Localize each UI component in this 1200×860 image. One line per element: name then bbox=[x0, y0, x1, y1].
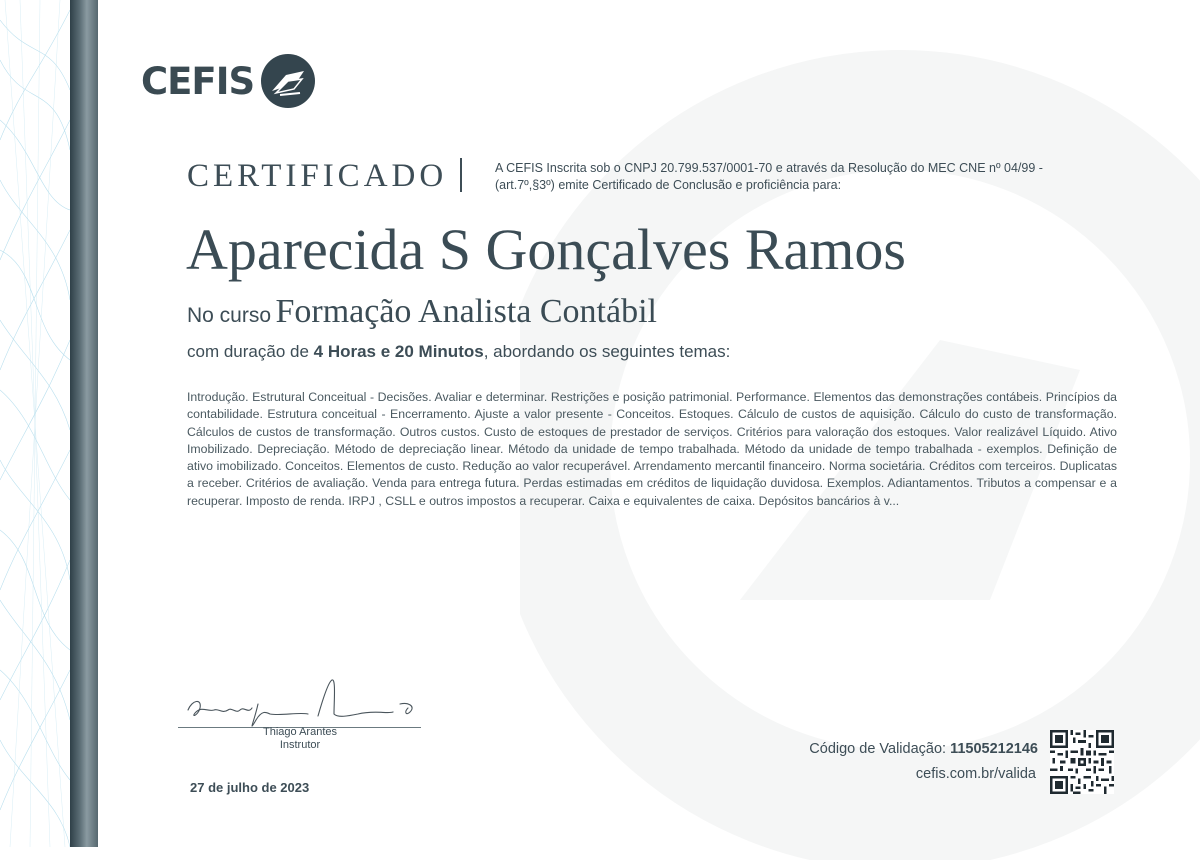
decorative-line-pattern bbox=[0, 0, 70, 847]
course-line bbox=[187, 290, 657, 340]
recipient-name: Aparecida S Gonçalves Ramos bbox=[186, 217, 906, 282]
certificate-title: CERTIFICADO bbox=[187, 158, 448, 194]
duration-prefix: com duração de bbox=[187, 342, 309, 361]
instructor-name: Thiago Arantes bbox=[263, 726, 337, 738]
issue-date: 27 de julho de 2023 bbox=[190, 780, 310, 795]
instructor-role: Instrutor bbox=[279, 739, 321, 751]
duration-value: 4 Horas e 20 Minutos bbox=[313, 342, 484, 361]
duration-line bbox=[187, 340, 730, 364]
title-divider bbox=[460, 158, 462, 192]
course-topics: Introdução. Estrutural Conceitual - Decisões. Avaliar e determinar. Restrições e posição patrimonial. Performance. Elementos das demonstrações contábeis. Princípios da contabilidade. Estrutura conceitual - Encerramento. Ajuste a valor presente - Conceitos. Estoques. Cálculo de custos de aquisição. Cálculo do custo de transformação. Cálculos de custos de transformação. Outros custos. Custo de estoques de prestador de serviços. Critérios para valoração dos estoques. Valor realizável Líquido. Ativo Imobilizado. Depreciação. Método de depreciação linear. Método da unidade de tempo trabalhada. Método da unidade de tempo trabalhada - exemplos. Definição de ativo imobilizado. Conceitos. Elementos de custo. Redução ao valor recuperável. Arrendamento mercantil financeiro. Norma societária. Créditos com terceiros. Duplicatas a receber. Critérios de avaliação. Venda para entrega futura. Perdas estimadas em créditos de liquidação duvidosa. Exemplos. Adiantamentos. Tributos a compensar e a recuperar. Imposto de renda. IRPJ , CSLL e outros impostos a recuperar. Caixa e equivalentes de caixa. Depósitos bancários à v... bbox=[187, 390, 1117, 508]
validation-code: 11505212146 bbox=[950, 741, 1038, 757]
validation-label: Código de Validação: bbox=[809, 741, 947, 757]
decorative-side-band bbox=[70, 0, 98, 847]
certificate-description: A CEFIS Inscrita sob o CNPJ 20.799.537/0001-70 e através da Resolução do MEC CNE nº 04/99 -(art.7º,§3º) emite Certificado de Conclusão e proficiência para: bbox=[495, 161, 1043, 192]
qr-code[interactable] bbox=[1050, 730, 1114, 794]
book-icon bbox=[260, 53, 316, 109]
logo-text: CEFIS bbox=[141, 59, 255, 103]
validation-url[interactable]: cefis.com.br/valida bbox=[915, 766, 1036, 782]
validation-code-line bbox=[809, 740, 1038, 758]
duration-suffix: , abordando os seguintes temas: bbox=[483, 342, 731, 361]
instructor-signature bbox=[178, 672, 423, 732]
cefis-logo bbox=[141, 52, 316, 110]
course-prefix: No curso bbox=[187, 304, 272, 327]
course-name: Formação Analista Contábil bbox=[275, 293, 657, 330]
